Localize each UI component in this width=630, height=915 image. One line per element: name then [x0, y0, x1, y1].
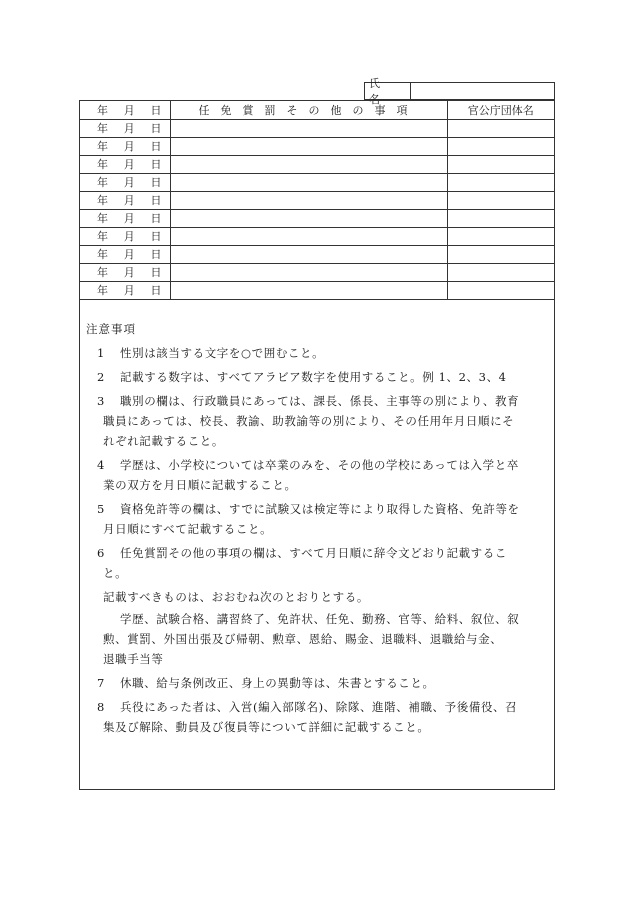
note-line: 任免賞罰その他の事項の欄は、すべて月日順に辞令文どおり記載するこ: [120, 546, 507, 560]
date-year-label: 年: [97, 176, 108, 189]
notes-title: 注意事項: [86, 322, 136, 336]
note-line: 業の双方を月日順に記載すること。: [103, 478, 297, 492]
date-cell[interactable]: [80, 209, 170, 227]
note-line: 職別の欄は、行政職員にあっては、課長、係長、主事等の別により、教育: [120, 394, 520, 408]
table-row: [80, 263, 554, 281]
date-day-label: 日: [150, 158, 162, 171]
note-item: [80, 543, 554, 583]
table-row: [80, 119, 554, 137]
records-table: [80, 101, 554, 300]
header-org: 官公庁団体名: [447, 101, 554, 119]
date-day-label: 日: [150, 194, 162, 207]
org-cell[interactable]: [447, 137, 554, 155]
event-cell[interactable]: [170, 137, 447, 155]
note-item: [80, 499, 554, 539]
date-day-label: 日: [150, 284, 162, 297]
note-number: 5: [97, 502, 105, 516]
date-month-label: 月: [123, 122, 135, 135]
name-label: 氏 名: [365, 83, 411, 99]
note-line: れぞれ記載すること。: [103, 434, 224, 448]
note-number: 8: [97, 700, 105, 714]
note-line: 兵役にあった者は、入営(編入部隊名)、除隊、進階、補職、予後備役、召: [120, 700, 518, 714]
note-item: [80, 367, 554, 387]
event-cell[interactable]: [170, 173, 447, 191]
date-day-label: 日: [150, 103, 162, 117]
date-day-label: 日: [150, 248, 162, 261]
org-cell[interactable]: [447, 209, 554, 227]
note-number: 1: [97, 346, 105, 360]
note-item: [80, 697, 554, 737]
notes-sub-intro: 記載すべきものは、おおむね次のとおりとする。: [103, 590, 369, 604]
event-cell[interactable]: [170, 155, 447, 173]
form-frame: [79, 100, 555, 790]
note-line: 月日順にすべて記載すること。: [103, 522, 273, 536]
date-cell[interactable]: [80, 281, 170, 299]
note-line: 性別は該当する文字を○で囲むこと。: [120, 346, 325, 360]
sub-list-line: 学歴、試験合格、講習終了、免許状、任免、勤務、官等、給料、叙位、叙: [120, 612, 520, 626]
event-cell[interactable]: [170, 263, 447, 281]
table-row: [80, 191, 554, 209]
date-month-label: 月: [123, 212, 135, 225]
table-row: [80, 281, 554, 299]
date-cell[interactable]: [80, 173, 170, 191]
date-day-label: 日: [150, 122, 162, 135]
date-month-label: 月: [123, 158, 135, 171]
event-cell[interactable]: [170, 209, 447, 227]
date-cell[interactable]: [80, 155, 170, 173]
date-month-label: 月: [123, 194, 135, 207]
event-cell[interactable]: [170, 191, 447, 209]
date-cell[interactable]: [80, 119, 170, 137]
date-year-label: 年: [97, 158, 108, 171]
date-day-label: 日: [150, 176, 162, 189]
note-line: 資格免許等の欄は、すでに試験又は検定等により取得した資格、免許等を: [120, 502, 520, 516]
org-cell[interactable]: [447, 155, 554, 173]
date-day-label: 日: [150, 140, 162, 153]
date-cell[interactable]: [80, 137, 170, 155]
sub-list-line: 退職手当等: [103, 652, 164, 666]
org-cell[interactable]: [447, 245, 554, 263]
note-line: 職員にあっては、校長、教諭、助教諭等の別により、その任用年月日順にそ: [103, 414, 515, 428]
table-row: [80, 173, 554, 191]
date-month-label: 月: [123, 230, 135, 243]
event-cell[interactable]: [170, 281, 447, 299]
note-line: 集及び解除、動員及び復員等について詳細に記載すること。: [103, 720, 430, 734]
org-cell[interactable]: [447, 263, 554, 281]
date-year-label: 年: [97, 194, 108, 207]
table-row: [80, 137, 554, 155]
date-year-label: 年: [97, 266, 108, 279]
date-year-label: 年: [97, 230, 108, 243]
note-item: [80, 455, 554, 495]
event-cell[interactable]: [170, 245, 447, 263]
date-month-label: 月: [123, 103, 135, 117]
table-row: [80, 245, 554, 263]
date-day-label: 日: [150, 266, 162, 279]
note-number: 4: [97, 458, 105, 472]
date-year-label: 年: [97, 248, 108, 261]
date-cell[interactable]: [80, 191, 170, 209]
date-day-label: 日: [150, 212, 162, 225]
note-line: と。: [103, 566, 128, 580]
note-number: 6: [97, 546, 105, 560]
date-month-label: 月: [123, 140, 135, 153]
sub-list-line: 勲、賞罰、外国出張及び帰朝、勲章、恩給、賜金、退職料、退職給与金、: [103, 632, 503, 646]
header-date: [80, 101, 170, 119]
table-row: [80, 227, 554, 245]
note-number: 2: [97, 370, 105, 384]
date-year-label: 年: [97, 212, 108, 225]
note-line: 記載する数字は、すべてアラビア数字を使用すること。例 1、2、3、4: [120, 370, 507, 384]
date-day-label: 日: [150, 230, 162, 243]
note-number: 7: [97, 676, 105, 690]
table-header-row: [80, 101, 554, 119]
org-cell[interactable]: [447, 119, 554, 137]
note-number: 3: [97, 394, 105, 408]
note-item: [80, 343, 554, 363]
name-field[interactable]: [411, 83, 554, 99]
note-item: [80, 673, 554, 693]
date-month-label: 月: [123, 248, 135, 261]
table-row: [80, 209, 554, 227]
name-box: [364, 77, 555, 106]
note-item: [80, 391, 554, 451]
event-cell[interactable]: [170, 227, 447, 245]
date-month-label: 月: [123, 284, 135, 297]
event-cell[interactable]: [170, 119, 447, 137]
date-month-label: 月: [123, 176, 135, 189]
date-year-label: 年: [97, 140, 108, 153]
org-cell[interactable]: [447, 191, 554, 209]
org-cell[interactable]: [447, 281, 554, 299]
date-year-label: 年: [97, 284, 108, 297]
org-cell[interactable]: [447, 173, 554, 191]
date-year-label: 年: [97, 122, 108, 135]
date-cell[interactable]: [80, 263, 170, 281]
note-line: 学歴は、小学校については卒業のみを、その他の学校にあっては入学と卒: [120, 458, 519, 472]
note-line: 休職、給与条例改正、身上の異動等は、朱書とすること。: [120, 676, 435, 690]
notes-sub-list: [80, 609, 554, 669]
notes-section: [80, 314, 554, 737]
date-cell[interactable]: [80, 227, 170, 245]
date-cell[interactable]: [80, 245, 170, 263]
org-cell[interactable]: [447, 227, 554, 245]
table-row: [80, 155, 554, 173]
header-event: 任免賞罰その他の事項: [170, 101, 447, 119]
date-year-label: 年: [97, 103, 108, 117]
date-month-label: 月: [123, 266, 135, 279]
